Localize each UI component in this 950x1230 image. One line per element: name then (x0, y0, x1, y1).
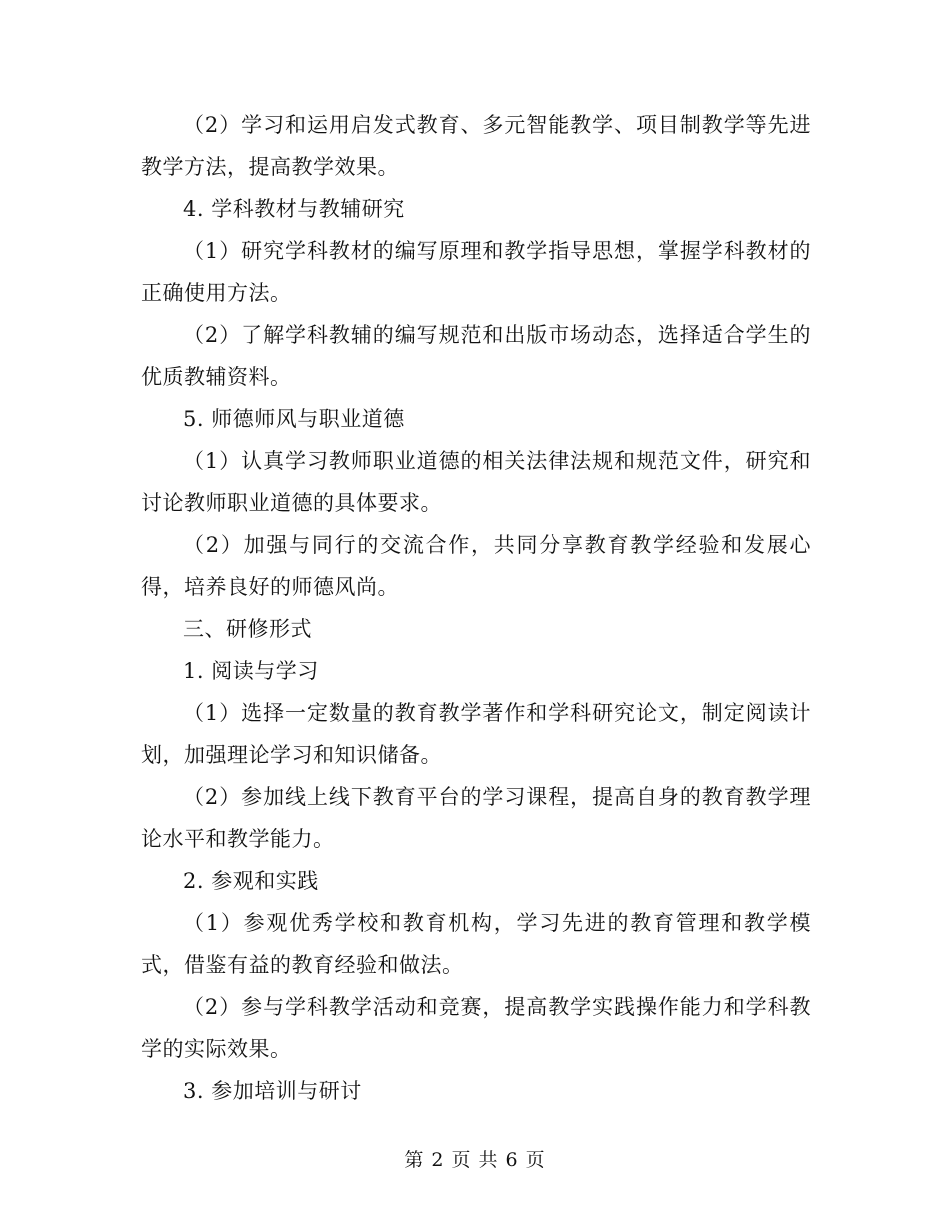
section-heading: 5. 师德师风与职业道德 (183, 407, 405, 431)
chapter-heading: 三、研修形式 (183, 617, 312, 641)
section-heading: 2. 参观和实践 (183, 869, 319, 893)
document-body (141, 104, 811, 1112)
paragraph: （2）加强与同行的交流合作，共同分享教育教学经验和发展心得，培养良好的师德风尚。 (141, 533, 811, 599)
paragraph: （1）认真学习教师职业道德的相关法律法规和规范文件，研究和讨论教师职业道德的具体要求。 (141, 449, 811, 515)
page-number-footer: 第 2 页 共 6 页 (404, 1149, 546, 1171)
paragraph: （1）参观优秀学校和教育机构，学习先进的教育管理和教学模式，借鉴有益的教育经验和做法。 (141, 911, 811, 977)
paragraph: （1）研究学科教材的编写原理和教学指导思想，掌握学科教材的正确使用方法。 (141, 239, 811, 305)
paragraph: （2）学习和运用启发式教育、多元智能教学、项目制教学等先进教学方法，提高教学效果。 (141, 113, 811, 179)
section-heading: 4. 学科教材与教辅研究 (183, 197, 405, 221)
paragraph: （2）参加线上线下教育平台的学习课程，提高自身的教育教学理论水平和教学能力。 (141, 785, 811, 851)
section-heading: 3. 参加培训与研讨 (183, 1079, 362, 1103)
paragraph: （2）参与学科教学活动和竞赛，提高教学实践操作能力和学科教学的实际效果。 (141, 995, 811, 1061)
paragraph: （2）了解学科教辅的编写规范和出版市场动态，选择适合学生的优质教辅资料。 (141, 323, 811, 389)
section-heading: 1. 阅读与学习 (183, 659, 319, 683)
paragraph: （1）选择一定数量的教育教学著作和学科研究论文，制定阅读计划，加强理论学习和知识储备。 (141, 701, 811, 767)
